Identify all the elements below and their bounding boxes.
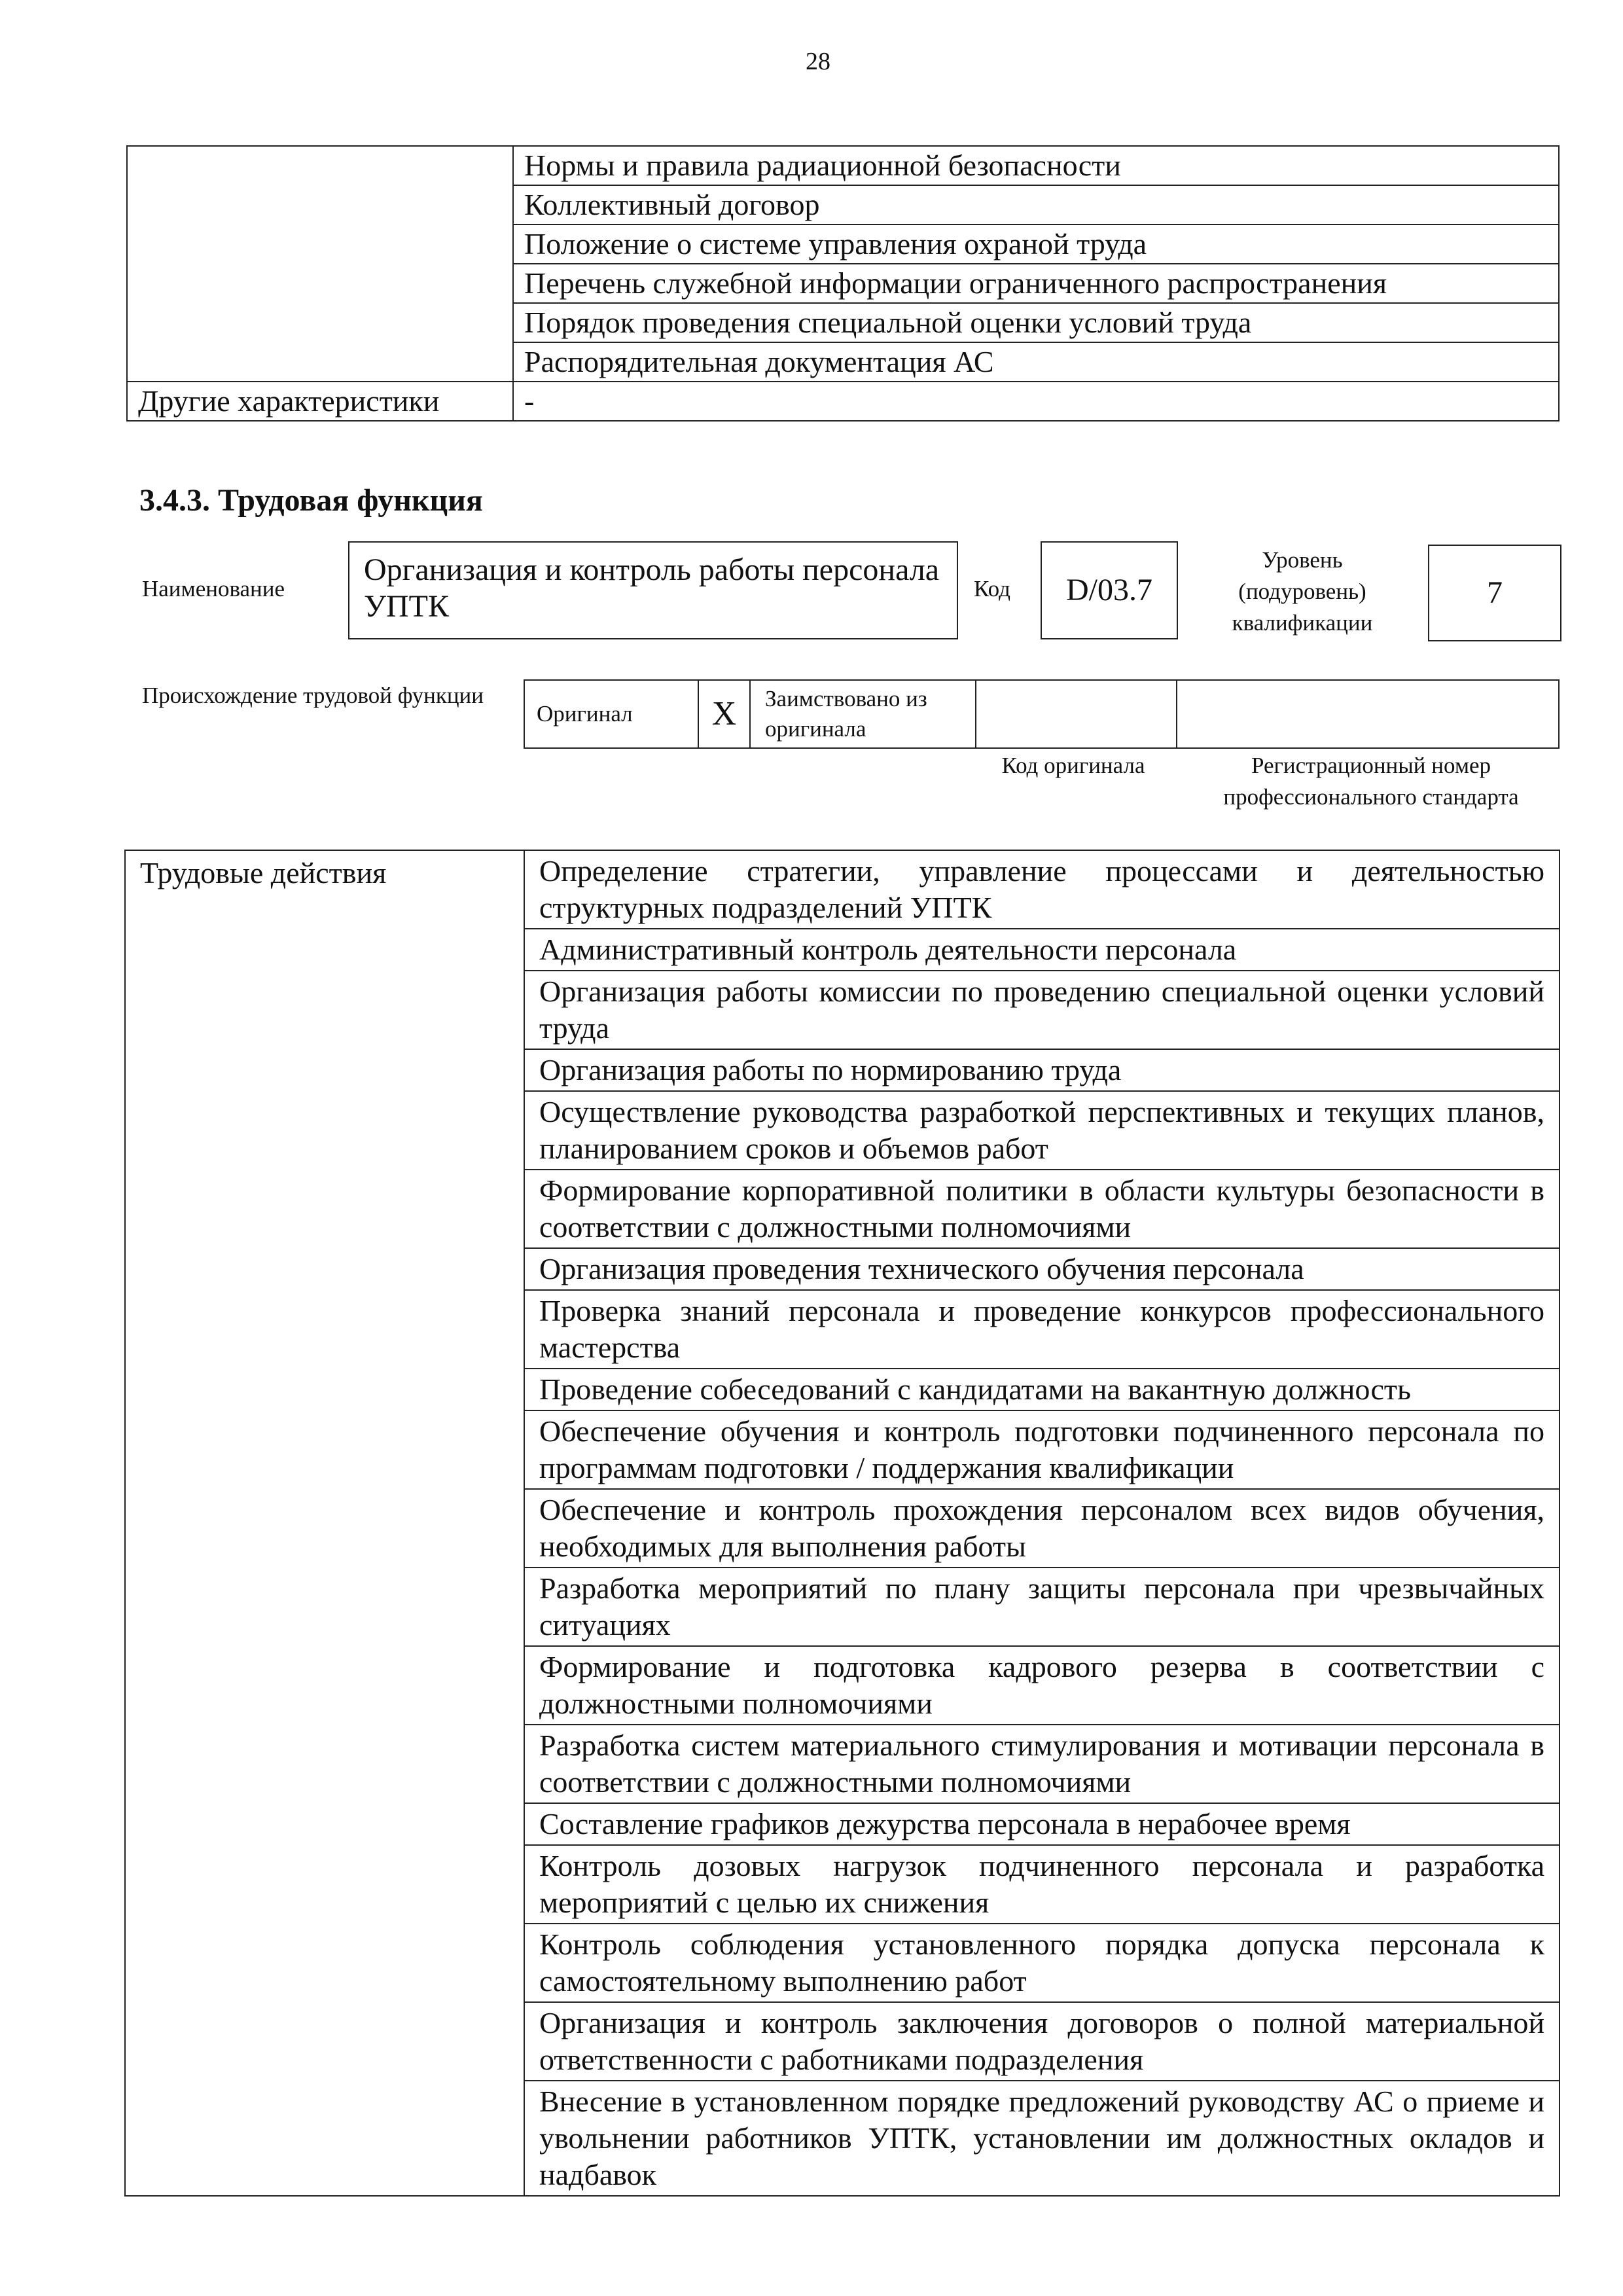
table-row: Проведение собеседований с кандидатами на вакантную должность: [524, 1369, 1560, 1410]
registration-number-caption: Регистрационный номер профессионального стандарта: [1223, 753, 1519, 810]
origin-table: [524, 679, 1560, 749]
table-row: Составление графиков дежурства персонала в нерабочее время: [524, 1803, 1560, 1845]
other-characteristics-value: -: [513, 382, 1559, 421]
table-row: Разработка мероприятий по плану защиты персонала при чрезвычайных ситуациях: [524, 1568, 1560, 1646]
original-code-cell: [976, 680, 1177, 748]
empty-label-cell: [127, 146, 513, 382]
original-label: Оригинал: [524, 680, 698, 748]
origin-label: Происхождение трудовой функции: [142, 683, 484, 708]
table-row: Формирование корпоративной политики в области культуры безопасности в соответствии с должностными полномочиями: [524, 1170, 1560, 1248]
table-row: Административный контроль деятельности персонала: [524, 929, 1560, 971]
code-box: D/03.7: [1041, 541, 1178, 639]
table-row: Перечень служебной информации ограниченного распространения: [513, 264, 1559, 303]
name-label: Наименование: [142, 576, 285, 601]
qualification-level-box: 7: [1428, 545, 1561, 641]
table-row: Положение о системе управления охраной труда: [513, 224, 1559, 264]
registration-number-cell: [1177, 680, 1559, 748]
table-row: Контроль дозовых нагрузок подчиненного персонала и разработка мероприятий с целью их снижения: [524, 1845, 1560, 1924]
labor-actions-table: [124, 850, 1560, 2197]
original-code-caption: Код оригинала: [1001, 753, 1145, 778]
table-row: Определение стратегии, управление процессами и деятельностью структурных подразделений УПТК: [524, 850, 1560, 929]
continuation-table: [126, 145, 1560, 422]
table-row: Обеспечение и контроль прохождения персоналом всех видов обучения, необходимых для выполнения работы: [524, 1489, 1560, 1568]
labor-actions-label: Трудовые действия: [125, 850, 524, 2196]
section-title: 3.4.3. Трудовая функция: [139, 483, 483, 518]
table-row: Порядок проведения специальной оценки условий труда: [513, 303, 1559, 342]
table-row: Формирование и подготовка кадрового резерва в соответствии с должностными полномочиями: [524, 1646, 1560, 1725]
borrowed-label: Заимствовано из оригинала: [750, 680, 976, 748]
table-row: Разработка систем материального стимулирования и мотивации персонала в соответствии с должностными полномочиями: [524, 1725, 1560, 1803]
table-row: Осуществление руководства разработкой перспективных и текущих планов, планированием сроков и объемов работ: [524, 1091, 1560, 1170]
table-row: Обеспечение обучения и контроль подготовки подчиненного персонала по программам подготовки / поддержания квалификации: [524, 1410, 1560, 1489]
table-row: Организация и контроль заключения договоров о полной материальной ответственности с работниками подразделения: [524, 2002, 1560, 2081]
table-row: Проверка знаний персонала и проведение конкурсов профессионального мастерства: [524, 1290, 1560, 1369]
table-row: Организация работы комиссии по проведению специальной оценки условий труда: [524, 971, 1560, 1049]
table-row: Нормы и правила радиационной безопасности: [513, 146, 1559, 185]
code-label: Код: [974, 576, 1010, 601]
other-characteristics-label: Другие характеристики: [127, 382, 513, 421]
table-row: Организация работы по нормированию труда: [524, 1049, 1560, 1091]
table-row: Организация проведения технического обучения персонала: [524, 1248, 1560, 1290]
page-number: 28: [806, 48, 830, 75]
qualification-level-label: Уровень (подуровень) квалификации: [1232, 547, 1373, 636]
function-name-box: Организация и контроль работы персонала УПТК: [348, 541, 958, 639]
original-mark: X: [698, 680, 750, 748]
table-row: Коллективный договор: [513, 185, 1559, 224]
table-row: Внесение в установленном порядке предложений руководству АС о приеме и увольнении работников УПТК, установлении им должностных окладов и надбавок: [524, 2081, 1560, 2196]
table-row: Контроль соблюдения установленного порядка допуска персонала к самостоятельному выполнению работ: [524, 1924, 1560, 2002]
table-row: Распорядительная документация АС: [513, 342, 1559, 382]
